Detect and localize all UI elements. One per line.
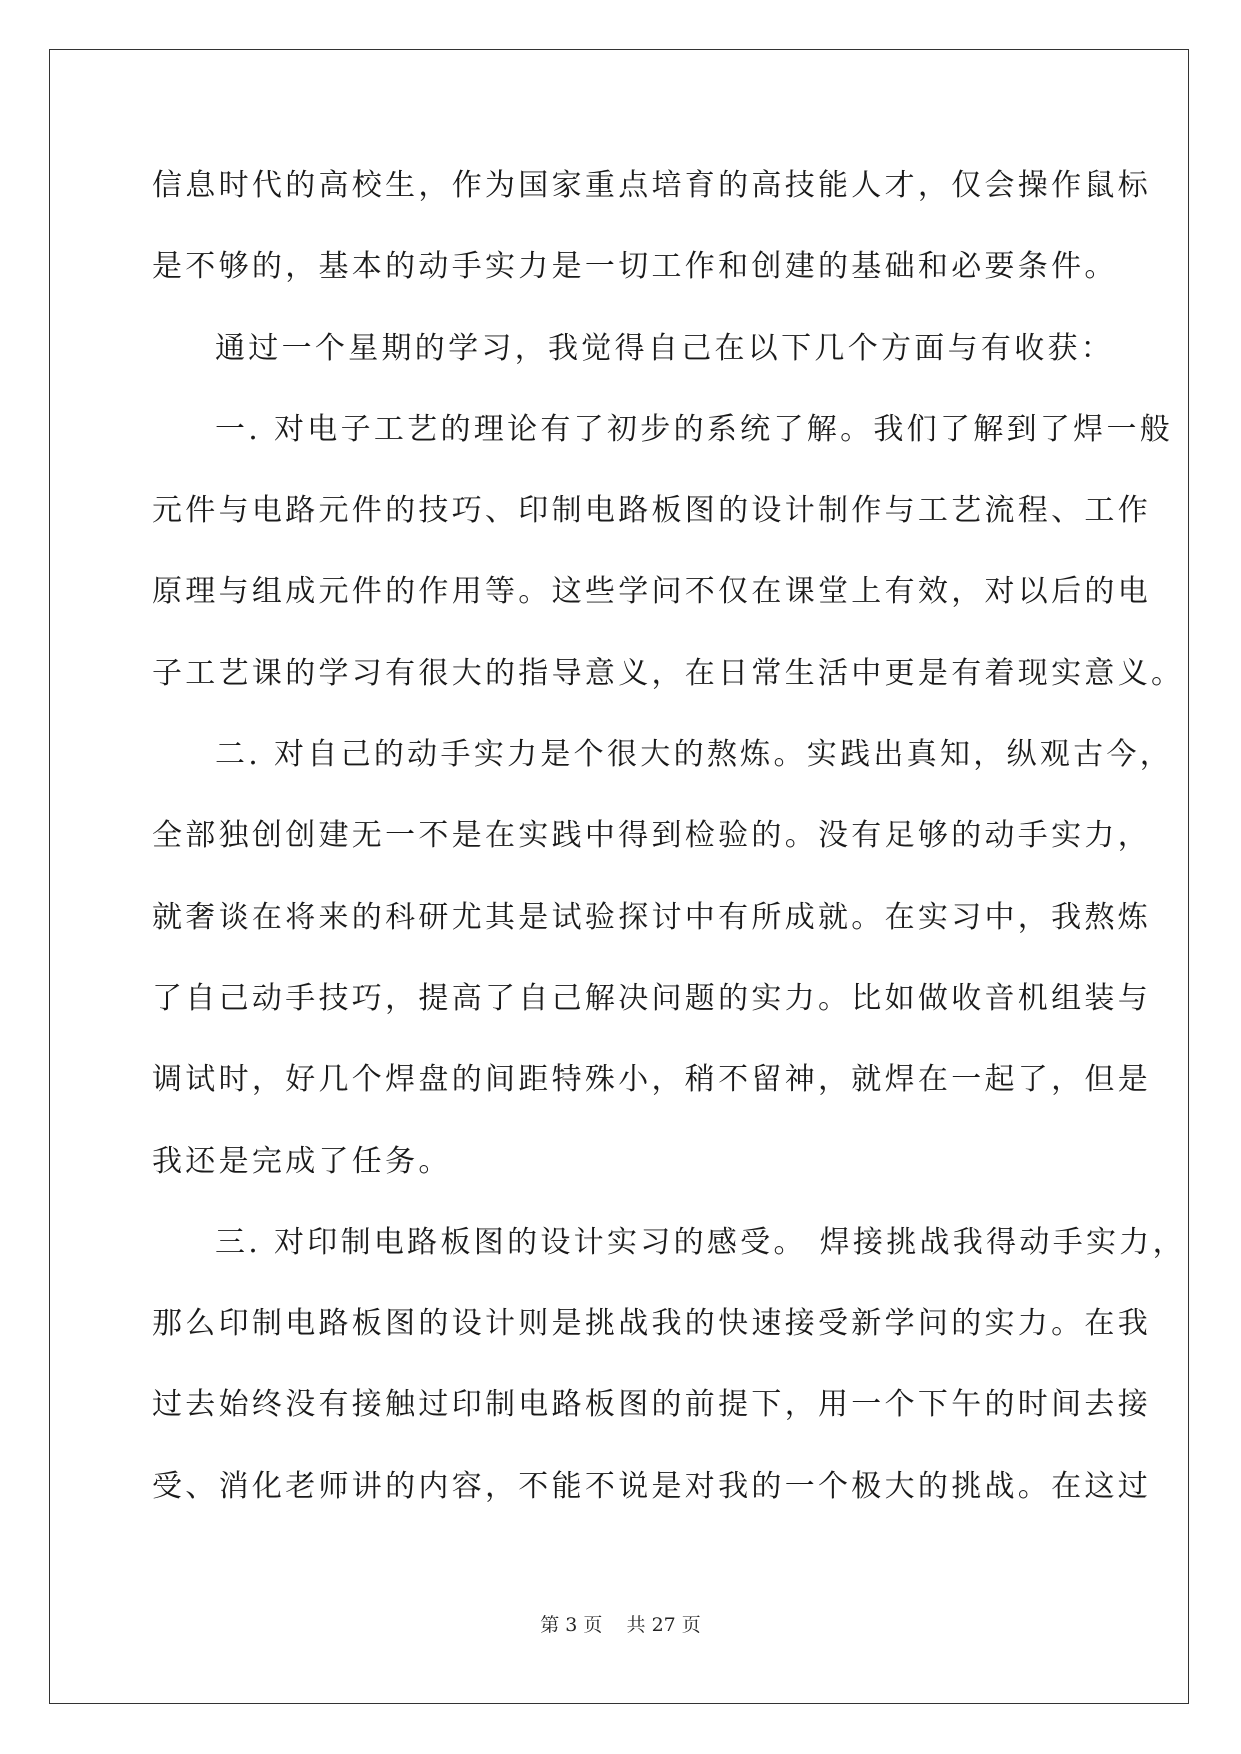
text-line: 了自己动手技巧，提高了自己解决问题的实力。比如做收音机组装与 (152, 980, 1151, 1016)
text-line: 受、消化老师讲的内容，不能不说是对我的一个极大的挑战。在这过 (152, 1468, 1151, 1504)
text-line: 三. 对印制电路板图的设计实习的感受。 焊接挑战我得动手实力， (215, 1224, 1186, 1260)
page-total: 共 27 页 (626, 1614, 701, 1636)
text-line: 是不够的，基本的动手实力是一切工作和创建的基础和必要条件。 (152, 249, 1118, 285)
text-line: 通过一个星期的学习，我觉得自己在以下几个方面与有收获： (215, 330, 1115, 366)
text-line: 子工艺课的学习有很大的指导意义，在日常生活中更是有着现实意义。 (152, 655, 1185, 691)
text-line: 信息时代的高校生，作为国家重点培育的高技能人才，仅会操作鼠标 (152, 168, 1151, 203)
text-line: 一. 对电子工艺的理论有了初步的系统了解。我们了解到了焊一般 (215, 411, 1174, 447)
text-line: 就奢谈在将来的科研尤其是试验探讨中有所成就。在实习中，我熬炼 (152, 899, 1151, 935)
text-line: 原理与组成元件的作用等。这些学问不仅在课堂上有效，对以后的电 (152, 574, 1151, 610)
text-line: 我还是完成了任务。 (152, 1143, 452, 1179)
text-line: 元件与电路元件的技巧、印制电路板图的设计制作与工艺流程、工作 (152, 493, 1151, 529)
page-number: 第 3 页 (540, 1614, 603, 1636)
text-line: 那么印制电路板图的设计则是挑战我的快速接受新学问的实力。在我 (152, 1306, 1151, 1342)
text-line: 过去始终没有接触过印制电路板图的前提下，用一个下午的时间去接 (152, 1387, 1151, 1423)
document-body (152, 166, 1186, 1548)
text-line: 全部独创创建无一不是在实践中得到检验的。没有足够的动手实力， (152, 818, 1151, 854)
text-line: 二. 对自己的动手实力是个很大的熬炼。实践出真知，纵观古今， (215, 737, 1174, 773)
text-line: 调试时，好几个焊盘的间距特殊小，稍不留神，就焊在一起了，但是 (152, 1062, 1151, 1098)
page-footer (0, 1610, 1241, 1637)
